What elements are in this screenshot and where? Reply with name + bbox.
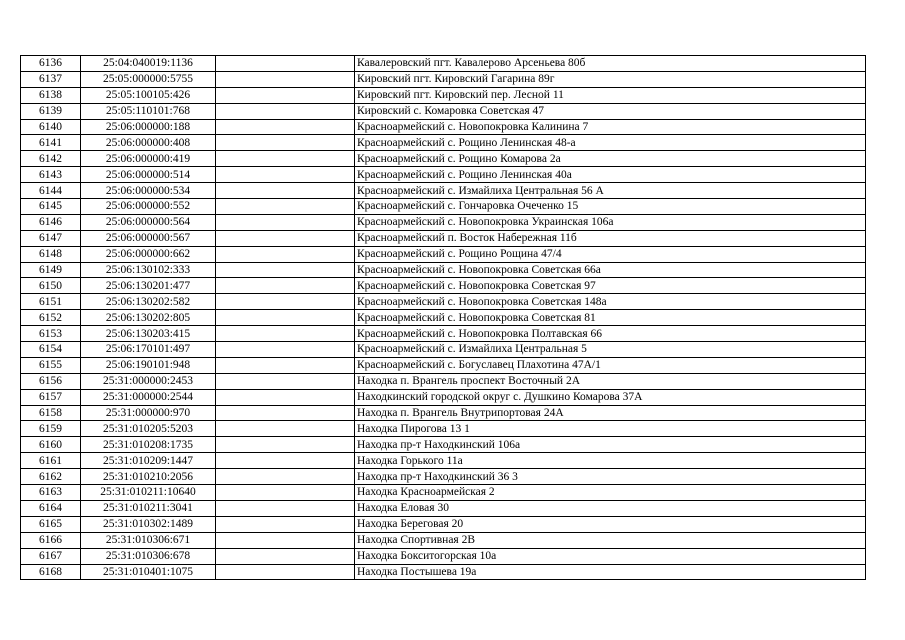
table-row — [21, 294, 866, 310]
address-cell: Кировский с. Комаровка Советская 47 — [355, 103, 866, 119]
cadastral-number-cell: 25:04:040019:1136 — [81, 56, 216, 72]
address-cell: Красноармейский с. Рощино Комарова 2а — [355, 151, 866, 167]
table-row — [21, 342, 866, 358]
cadastral-number-cell: 25:31:010211:3041 — [81, 500, 216, 516]
empty-cell — [216, 516, 355, 532]
table-row — [21, 389, 866, 405]
address-cell: Находка Красноармейская 2 — [355, 485, 866, 501]
table-row — [21, 246, 866, 262]
address-cell: Красноармейский с. Новопокровка Советская 81 — [355, 310, 866, 326]
row-number-cell: 6146 — [21, 214, 81, 230]
table-row — [21, 119, 866, 135]
empty-cell — [216, 310, 355, 326]
register-sheet — [20, 55, 866, 580]
row-number-cell: 6158 — [21, 405, 81, 421]
row-number-cell: 6163 — [21, 485, 81, 501]
empty-cell — [216, 421, 355, 437]
row-number-cell: 6155 — [21, 357, 81, 373]
address-cell: Красноармейский с. Новопокровка Украинская 106а — [355, 214, 866, 230]
row-number-cell: 6145 — [21, 199, 81, 215]
cadastral-number-cell: 25:05:100105:426 — [81, 87, 216, 103]
address-cell: Находка Горького 11а — [355, 453, 866, 469]
cadastral-number-cell: 25:31:010205:5203 — [81, 421, 216, 437]
cadastral-number-cell: 25:05:000000:5755 — [81, 71, 216, 87]
empty-cell — [216, 405, 355, 421]
empty-cell — [216, 199, 355, 215]
empty-cell — [216, 71, 355, 87]
address-cell: Кавалеровский пгт. Кавалерово Арсеньева 80б — [355, 56, 866, 72]
cadastral-number-cell: 25:31:010306:671 — [81, 532, 216, 548]
cadastral-number-cell: 25:31:000000:2453 — [81, 373, 216, 389]
table-row — [21, 437, 866, 453]
address-cell: Красноармейский с. Новопокровка Советская 66а — [355, 262, 866, 278]
cadastral-number-cell: 25:31:000000:2544 — [81, 389, 216, 405]
table-row — [21, 564, 866, 580]
empty-cell — [216, 183, 355, 199]
table-row — [21, 310, 866, 326]
address-cell: Находкинский городской округ с. Душкино Комарова 37А — [355, 389, 866, 405]
cadastral-number-cell: 25:31:010208:1735 — [81, 437, 216, 453]
row-number-cell: 6137 — [21, 71, 81, 87]
address-cell: Находка Пирогова 13 1 — [355, 421, 866, 437]
address-cell: Находка Береговая 20 — [355, 516, 866, 532]
cadastral-number-cell: 25:06:130203:415 — [81, 326, 216, 342]
address-cell: Красноармейский с. Богуславец Плахотина 47А/1 — [355, 357, 866, 373]
row-number-cell: 6152 — [21, 310, 81, 326]
empty-cell — [216, 437, 355, 453]
empty-cell — [216, 453, 355, 469]
address-cell: Находка пр-т Находкинский 36 3 — [355, 469, 866, 485]
row-number-cell: 6139 — [21, 103, 81, 119]
address-cell: Находка Бокситогорская 10а — [355, 548, 866, 564]
table-row — [21, 453, 866, 469]
cadastral-number-cell: 25:31:010210:2056 — [81, 469, 216, 485]
cadastral-number-cell: 25:31:010306:678 — [81, 548, 216, 564]
row-number-cell: 6142 — [21, 151, 81, 167]
address-cell: Находка Спортивная 2В — [355, 532, 866, 548]
cadastral-number-cell: 25:06:000000:564 — [81, 214, 216, 230]
row-number-cell: 6160 — [21, 437, 81, 453]
row-number-cell: 6165 — [21, 516, 81, 532]
empty-cell — [216, 548, 355, 564]
table-row — [21, 532, 866, 548]
empty-cell — [216, 56, 355, 72]
empty-cell — [216, 103, 355, 119]
address-cell: Красноармейский с. Новопокровка Калинина 7 — [355, 119, 866, 135]
empty-cell — [216, 135, 355, 151]
table-row — [21, 405, 866, 421]
table-row — [21, 500, 866, 516]
empty-cell — [216, 230, 355, 246]
cadastral-number-cell: 25:06:000000:514 — [81, 167, 216, 183]
row-number-cell: 6164 — [21, 500, 81, 516]
empty-cell — [216, 469, 355, 485]
table-row — [21, 548, 866, 564]
address-cell: Находка Постышева 19а — [355, 564, 866, 580]
empty-cell — [216, 87, 355, 103]
table-row — [21, 373, 866, 389]
empty-cell — [216, 278, 355, 294]
address-cell: Красноармейский с. Рощино Рощина 47/4 — [355, 246, 866, 262]
cadastral-number-cell: 25:31:010401:1075 — [81, 564, 216, 580]
row-number-cell: 6154 — [21, 342, 81, 358]
table-row — [21, 326, 866, 342]
empty-cell — [216, 262, 355, 278]
address-cell: Красноармейский с. Новопокровка Полтавская 66 — [355, 326, 866, 342]
table-row — [21, 421, 866, 437]
cadastral-number-cell: 25:06:130202:805 — [81, 310, 216, 326]
cadastral-number-cell: 25:06:000000:567 — [81, 230, 216, 246]
empty-cell — [216, 485, 355, 501]
empty-cell — [216, 246, 355, 262]
empty-cell — [216, 167, 355, 183]
address-cell: Красноармейский с. Рощино Ленинская 48-а — [355, 135, 866, 151]
empty-cell — [216, 294, 355, 310]
row-number-cell: 6167 — [21, 548, 81, 564]
table-row — [21, 183, 866, 199]
table-row — [21, 278, 866, 294]
table-row — [21, 516, 866, 532]
row-number-cell: 6157 — [21, 389, 81, 405]
cadastral-number-cell: 25:06:000000:534 — [81, 183, 216, 199]
table-row — [21, 87, 866, 103]
row-number-cell: 6140 — [21, 119, 81, 135]
property-register-table — [20, 55, 866, 580]
empty-cell — [216, 357, 355, 373]
empty-cell — [216, 389, 355, 405]
row-number-cell: 6168 — [21, 564, 81, 580]
table-row — [21, 485, 866, 501]
cadastral-number-cell: 25:31:010302:1489 — [81, 516, 216, 532]
table-row — [21, 230, 866, 246]
table-row — [21, 103, 866, 119]
row-number-cell: 6166 — [21, 532, 81, 548]
address-cell: Находка п. Врангель проспект Восточный 2А — [355, 373, 866, 389]
cadastral-number-cell: 25:06:000000:662 — [81, 246, 216, 262]
table-row — [21, 469, 866, 485]
address-cell: Красноармейский с. Новопокровка Советская 97 — [355, 278, 866, 294]
row-number-cell: 6143 — [21, 167, 81, 183]
cadastral-number-cell: 25:06:000000:419 — [81, 151, 216, 167]
table-row — [21, 71, 866, 87]
cadastral-number-cell: 25:31:010211:10640 — [81, 485, 216, 501]
row-number-cell: 6156 — [21, 373, 81, 389]
empty-cell — [216, 500, 355, 516]
cadastral-number-cell: 25:31:010209:1447 — [81, 453, 216, 469]
row-number-cell: 6141 — [21, 135, 81, 151]
empty-cell — [216, 151, 355, 167]
empty-cell — [216, 326, 355, 342]
address-cell: Находка Еловая 30 — [355, 500, 866, 516]
address-cell: Кировский пгт. Кировский пер. Лесной 11 — [355, 87, 866, 103]
cadastral-number-cell: 25:06:000000:188 — [81, 119, 216, 135]
table-row — [21, 135, 866, 151]
row-number-cell: 6147 — [21, 230, 81, 246]
table-row — [21, 357, 866, 373]
address-cell: Кировский пгт. Кировский Гагарина 89г — [355, 71, 866, 87]
table-body — [21, 56, 866, 580]
address-cell: Красноармейский п. Восток Набережная 11б — [355, 230, 866, 246]
cadastral-number-cell: 25:06:130202:582 — [81, 294, 216, 310]
cadastral-number-cell: 25:06:190101:948 — [81, 357, 216, 373]
empty-cell — [216, 373, 355, 389]
cadastral-number-cell: 25:31:000000:970 — [81, 405, 216, 421]
row-number-cell: 6144 — [21, 183, 81, 199]
cadastral-number-cell: 25:06:000000:408 — [81, 135, 216, 151]
row-number-cell: 6159 — [21, 421, 81, 437]
address-cell: Красноармейский с. Рощино Ленинская 40а — [355, 167, 866, 183]
row-number-cell: 6136 — [21, 56, 81, 72]
table-row — [21, 151, 866, 167]
table-row — [21, 167, 866, 183]
address-cell: Красноармейский с. Новопокровка Советская 148а — [355, 294, 866, 310]
row-number-cell: 6162 — [21, 469, 81, 485]
cadastral-number-cell: 25:05:110101:768 — [81, 103, 216, 119]
cadastral-number-cell: 25:06:170101:497 — [81, 342, 216, 358]
address-cell: Находка пр-т Находкинский 106а — [355, 437, 866, 453]
row-number-cell: 6150 — [21, 278, 81, 294]
row-number-cell: 6149 — [21, 262, 81, 278]
empty-cell — [216, 532, 355, 548]
row-number-cell: 6148 — [21, 246, 81, 262]
address-cell: Красноармейский с. Измайлиха Центральная 5 — [355, 342, 866, 358]
row-number-cell: 6151 — [21, 294, 81, 310]
cadastral-number-cell: 25:06:130201:477 — [81, 278, 216, 294]
row-number-cell: 6153 — [21, 326, 81, 342]
cadastral-number-cell: 25:06:130102:333 — [81, 262, 216, 278]
address-cell: Красноармейский с. Гончаровка Очеченко 15 — [355, 199, 866, 215]
address-cell: Красноармейский с. Измайлиха Центральная 56 А — [355, 183, 866, 199]
table-row — [21, 262, 866, 278]
empty-cell — [216, 119, 355, 135]
row-number-cell: 6138 — [21, 87, 81, 103]
address-cell: Находка п. Врангель Внутрипортовая 24А — [355, 405, 866, 421]
table-row — [21, 214, 866, 230]
table-row — [21, 199, 866, 215]
empty-cell — [216, 564, 355, 580]
cadastral-number-cell: 25:06:000000:552 — [81, 199, 216, 215]
empty-cell — [216, 214, 355, 230]
table-row — [21, 56, 866, 72]
row-number-cell: 6161 — [21, 453, 81, 469]
empty-cell — [216, 342, 355, 358]
